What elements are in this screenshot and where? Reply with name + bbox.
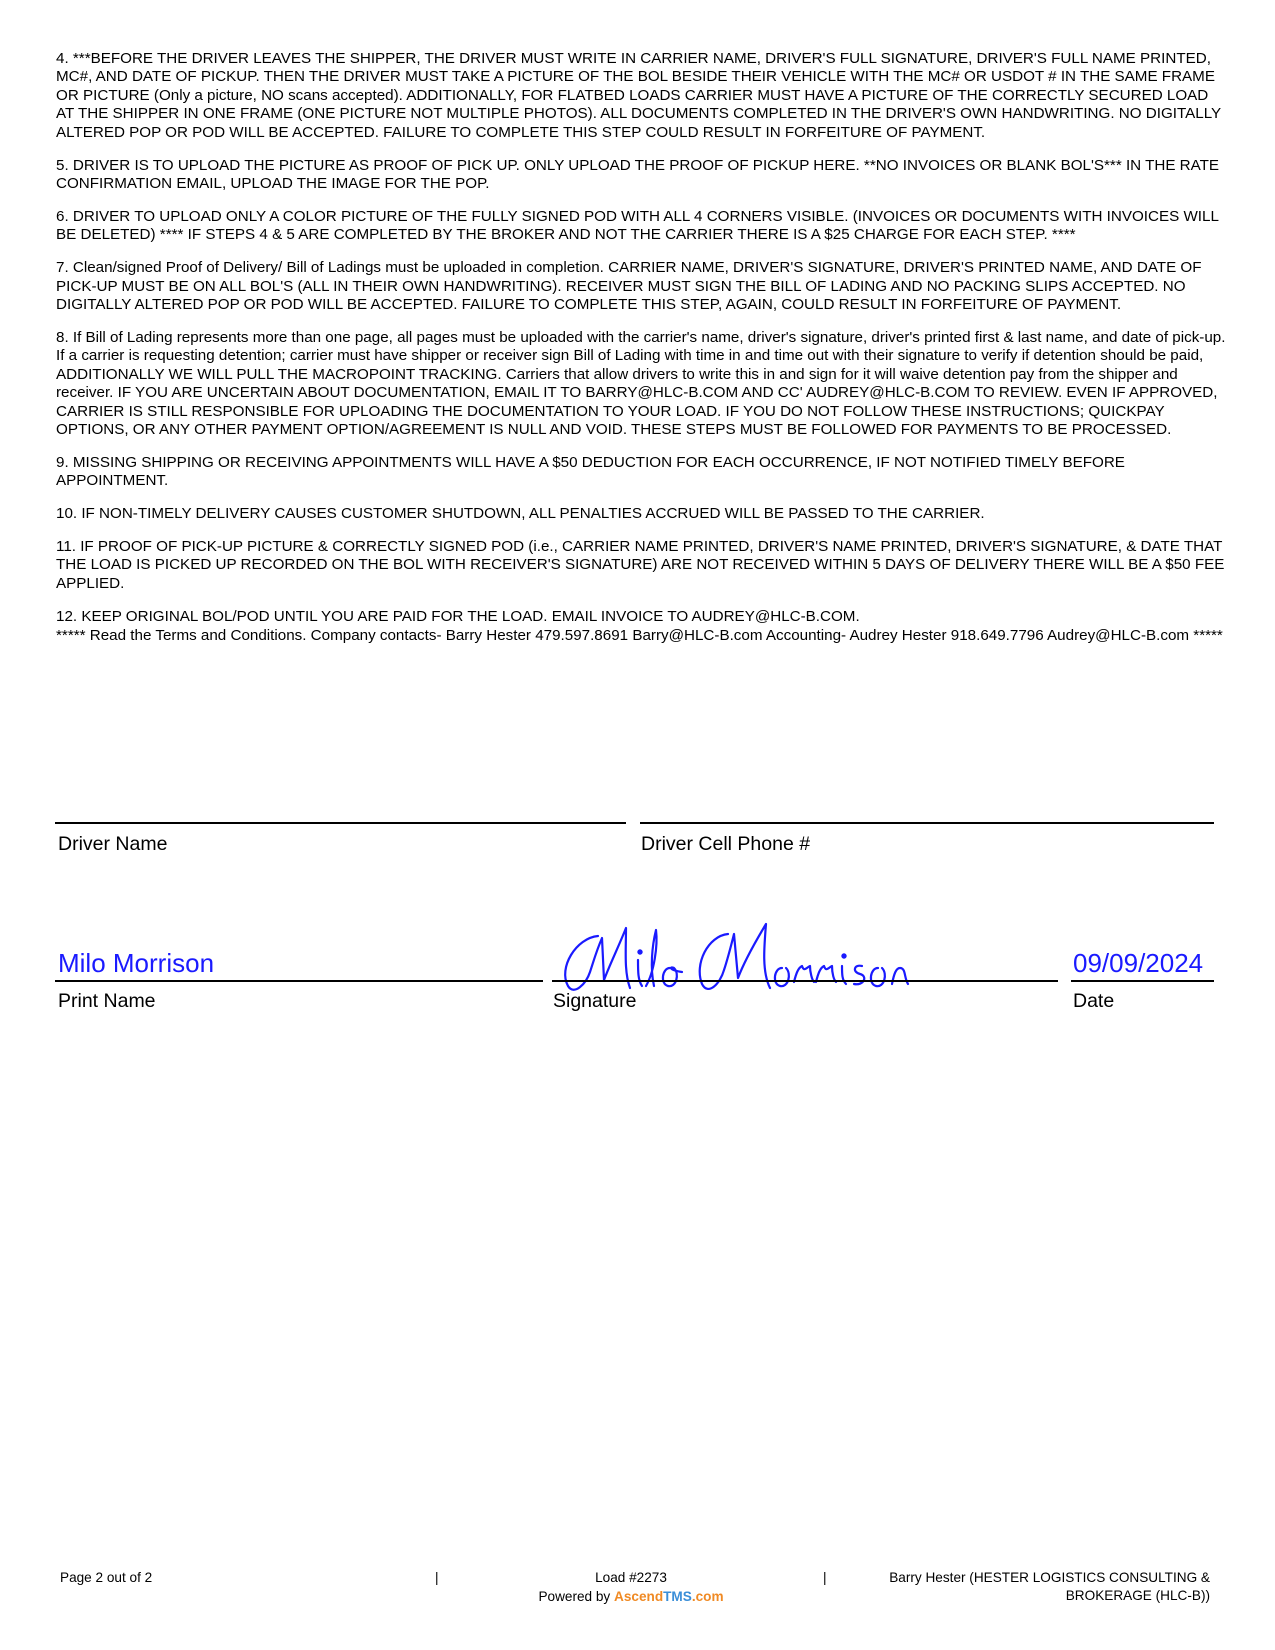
term-6: 6. DRIVER TO UPLOAD ONLY A COLOR PICTURE OF THE FULLY SIGNED POD WITH ALL 4 CORNERS VISIBLE. (INVOICES OR DOCUMENTS WITH INVOICES WILL BE DELETED) **** IF STEPS 4 & 5 ARE COMPLETED BY THE BROKER AND NOT THE CARRIER THERE IS A $25 CHARGE FOR EACH STEP. **** xyxy=(56,207,1219,244)
term-11: 11. IF PROOF OF PICK-UP PICTURE & CORRECTLY SIGNED POD (i.e., CARRIER NAME PRINTED, DRIVER'S NAME PRINTED, DRIVER'S SIGNATURE, & DATE THAT THE LOAD IS PICKED UP RECORDED ON THE BOL WITH RECEIVER'S SIGNATURE) ARE NOT RECEIVED WITHIN 5 DAYS OF DELIVERY THERE WILL BE A $50 FEE APPLIED. xyxy=(56,538,1225,592)
term-4: 4. ***BEFORE THE DRIVER LEAVES THE SHIPPER, THE DRIVER MUST WRITE IN CARRIER NAME, DRIVER'S FULL SIGNATURE, DRIVER'S FULL NAME PRINTED, MC#, AND DATE OF PICKUP. THEN THE DRIVER MUST TAKE A PICTURE OF THE BOL BESIDE THEIR VEHICLE WITH THE MC# OR USDOT # IN THE SAME FRAME OR PICTURE (Only a picture, NO scans accepted). ADDITIONALLY, FOR FLATBED LOADS CARRIER MUST HAVE A PICTURE OF THE CORRECTLY SECURED LOAD AT THE SHIPPER IN ONE FRAME (ONE PICTURE NOT MULTIPLE PHOTOS). ALL DOCUMENTS COMPLETED IN THE DRIVER'S OWN HANDWRITING. NO DIGITALLY ALTERED POP OR POD WILL BE ACCEPTED. FAILURE TO COMPLETE THIS STEP COULD RESULT IN FORFEITURE OF PAYMENT. xyxy=(56,50,1221,141)
date-value: 09/09/2024 xyxy=(1073,948,1204,978)
date-line[interactable] xyxy=(1071,980,1214,982)
footer-load-number: Load #2273 xyxy=(595,1570,667,1585)
driver-phone-line[interactable] xyxy=(640,822,1214,824)
term-5: 5. DRIVER IS TO UPLOAD THE PICTURE AS PROOF OF PICK UP. ONLY UPLOAD THE PROOF OF PICKUP HERE. **NO INVOICES OR BLANK BOL'S*** IN THE RATE CONFIRMATION EMAIL, UPLOAD THE IMAGE FOR THE POP. xyxy=(56,156,1220,192)
driver-name-label: Driver Name xyxy=(58,833,168,855)
powered-by-text: Powered by xyxy=(538,1589,611,1604)
brand-tms: TMS xyxy=(663,1589,692,1604)
signature-label: Signature xyxy=(553,990,637,1012)
brand-dotcom: .com xyxy=(691,1589,724,1604)
print-name-value: Milo Morrison xyxy=(58,948,215,978)
term-12: 12. KEEP ORIGINAL BOL/POD UNTIL YOU ARE PAID FOR THE LOAD. EMAIL INVOICE TO AUDREY@HLC-B.COM. xyxy=(56,607,860,625)
signature-line[interactable] xyxy=(552,980,1058,982)
term-7: 7. Clean/signed Proof of Delivery/ Bill of Ladings must be uploaded in completion. CARRIER NAME, DRIVER'S SIGNATURE, DRIVER'S PRINTED NAME, AND DATE OF PICK-UP MUST BE ON ALL BOL'S (ALL IN THEIR OWN HANDWRITING). RECEIVER MUST SIGN THE BILL OF LADING AND NO PACKING SLIPS ACCEPTED. NO DIGITALLY ALTERED POP OR POD WILL BE ACCEPTED. FAILURE TO COMPLETE THIS STEP, AGAIN, COULD RESULT IN FORFEITURE OF PAYMENT. xyxy=(56,259,1202,313)
brand-ascend: Ascend xyxy=(614,1589,664,1604)
footer-separator-right: | xyxy=(823,1570,827,1585)
term-9: 9. MISSING SHIPPING OR RECEIVING APPOINTMENTS WILL HAVE A $50 DEDUCTION FOR EACH OCCURRENCE, IF NOT NOTIFIED TIMELY BEFORE APPOINTMENT. xyxy=(56,453,1125,490)
print-name-label: Print Name xyxy=(58,990,156,1012)
footer-company: Barry Hester (HESTER LOGISTICS CONSULTING & BROKERAGE (HLC-B)) xyxy=(889,1570,1210,1603)
footer-separator-left: | xyxy=(435,1570,439,1585)
footer-powered-by xyxy=(510,1588,752,1606)
print-name-line[interactable] xyxy=(55,980,543,982)
footer-page-number: Page 2 out of 2 xyxy=(60,1570,153,1585)
terms-section xyxy=(56,50,1226,646)
term-8: 8. If Bill of Lading represents more than one page, all pages must be uploaded with the carrier's name, driver's signature, driver's printed first & last name, and date of pick-up. If a carrier is requesting detention; carrier must have shipper or receiver sign Bill of Lading with time in and time out with their signature to verify if detention should be paid, ADDITIONALLY WE WILL PULL THE MACROPOINT TRACKING. Carriers that allow drivers to write this in and sign for it will waive detention pay from the shipper and receiver. IF YOU ARE UNCERTAIN ABOUT DOCUMENTATION, EMAIL IT TO BARRY@HLC-B.COM AND CC' AUDREY@HLC-B.COM TO REVIEW. EVEN IF APPROVED, CARRIER IS STILL RESPONSIBLE FOR UPLOADING THE DOCUMENTATION TO YOUR LOAD. IF YOU DO NOT FOLLOW THESE INSTRUCTIONS; QUICKPAY OPTIONS, OR ANY OTHER PAYMENT OPTION/AGREEMENT IS NULL AND VOID. THESE STEPS MUST BE FOLLOWED FOR PAYMENTS TO BE PROCESSED. xyxy=(56,328,1226,438)
driver-name-line[interactable] xyxy=(55,822,626,824)
driver-phone-label: Driver Cell Phone # xyxy=(641,833,811,855)
contacts-note: ***** Read the Terms and Conditions. Company contacts- Barry Hester 479.597.8691 Barry@HLC-B.com Accounting- Audrey Hester 918.649.7796 Audrey@HLC-B.com ***** xyxy=(56,627,1223,645)
date-label: Date xyxy=(1073,990,1115,1012)
term-10: 10. IF NON-TIMELY DELIVERY CAUSES CUSTOMER SHUTDOWN, ALL PENALTIES ACCRUED WILL BE PASSED TO THE CARRIER. xyxy=(56,505,985,523)
